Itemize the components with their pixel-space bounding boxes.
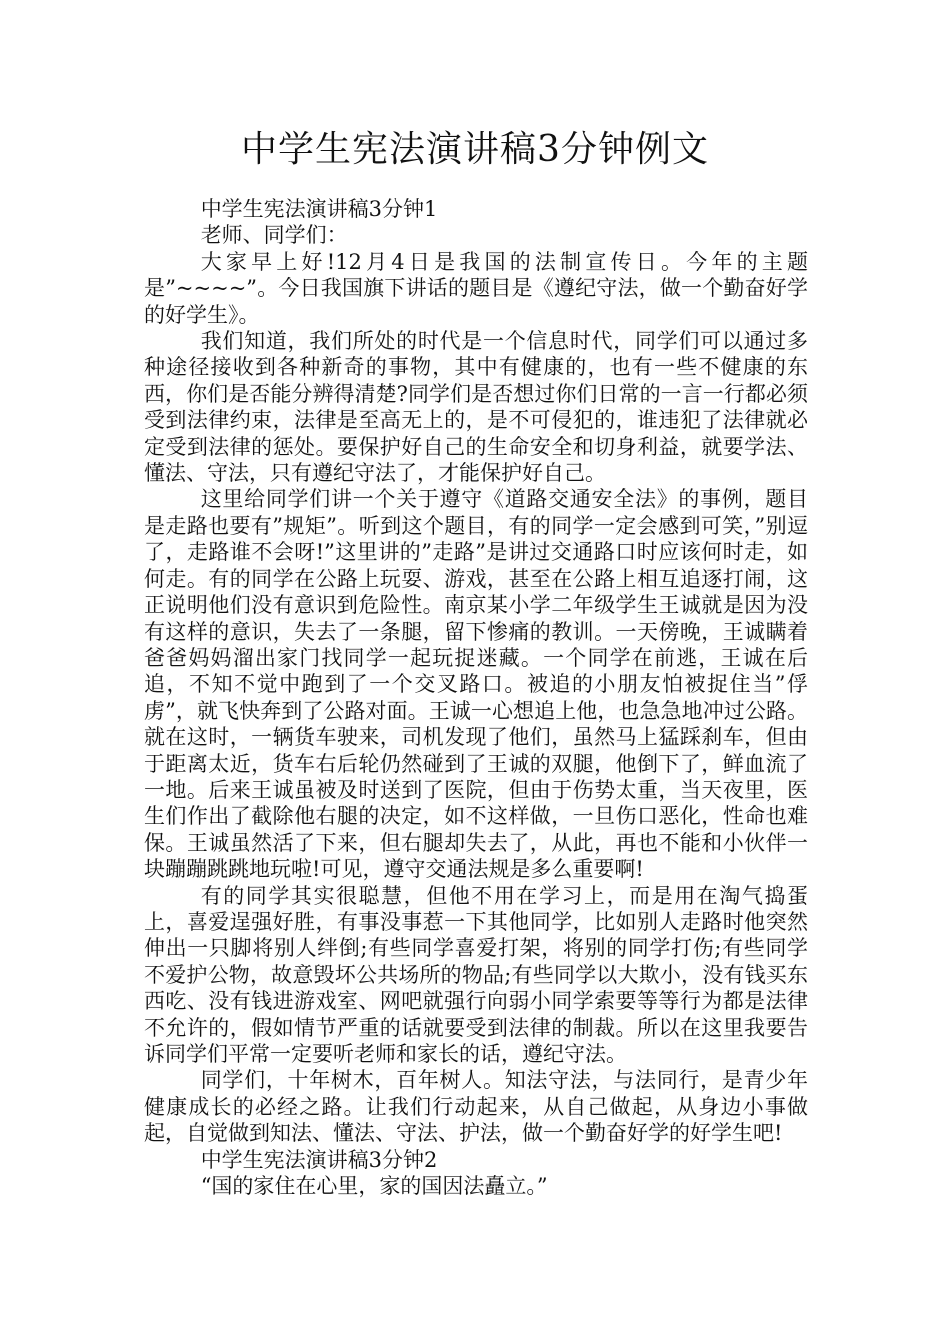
section-heading-2: 中学生宪法演讲稿3分钟2 <box>200 1147 438 1172</box>
paragraph: 同学们，十年树木，百年树人。知法守法，与法同行，是青少年健康成长的必经之路。让我们行动起来，从自己做起，从身边小事做起，自觉做到知法、懂法、守法、护法，做一个勤奋好学的好学生吧! <box>144 1068 808 1146</box>
section-heading-1: 中学生宪法演讲稿3分钟1 <box>200 197 438 221</box>
paragraph: 有的同学其实很聪慧，但他不用在学习上，而是用在淘气捣蛋上，喜爱逞强好胜，有事没事惹一下其他同学，比如别人走路时他突然伸出一只脚将别人绊倒;有些同学喜爱打架，将别的同学打伤;有些同学不爱护公物，故意毁坏公共场所的物品;有些同学以大欺小，没有钱买东西吃、没有钱进游戏室、网吧就强行向弱小同学索要等等行为都是法律不允许的，假如情节严重的话就要受到法律的制裁。所以在这里我要告诉同学们平常一定要听老师和家长的话，遵纪守法。 <box>144 883 808 1066</box>
quote-line: “国的家住在心里，家的国因法矗立。” <box>200 1174 548 1199</box>
document-title: 中学生宪法演讲稿3分钟例文 <box>241 129 709 170</box>
paragraph: 我们知道，我们所处的时代是一个信息时代，同学们可以通过多种途径接收到各种新奇的事物，其中有健康的，也有一些不健康的东西，你们是否能分辨得清楚?同学们是否想过你们日常的一言一行都必须受到法律约束，法律是至高无上的，是不可侵犯的，谁违犯了法律就必定受到法律的惩处。要保护好自己的生命安全和切身利益，就要学法、懂法、守法，只有遵纪守法了，才能保护好自己。 <box>144 329 808 486</box>
paragraph: 大家早上好!12月4日是我国的法制宣传日。今年的主题是”~~~~”。今日我国旗下讲话的题目是《遵纪守法，做一个勤奋好学的好学生》。 <box>144 249 808 327</box>
salutation: 老师、同学们： <box>200 223 348 248</box>
paragraph: 这里给同学们讲一个关于遵守《道路交通安全法》的事例，题目是走路也要有”规矩”。听到这个题目，有的同学一定会感到可笑，”别逗了，走路谁不会呀!”这里讲的”走路”是讲过交通路口时应该何时走，如何走。有的同学在公路上玩耍、游戏，甚至在公路上相互追逐打闹，这正说明他们没有意识到危险性。南京某小学二年级学生王诚就是因为没有这样的意识，失去了一条腿，留下惨痛的教训。一天傍晚，王诚瞒着爸爸妈妈溜出家门找同学一起玩捉迷藏。一个同学在前逃，王诚在后追，不知不觉中跑到了一个交叉路口。被追的小朋友怕被捉住当”俘虏”，就飞快奔到了公路对面。王诚一心想追上他，也急急地冲过公路。就在这时，一辆货车驶来，司机发现了他们，虽然马上猛踩刹车，但由于距离太近，货车右后轮仍然碰到了王诚的双腿，他倒下了，鲜血流了一地。后来王诚虽被及时送到了医院，但由于伤势太重，当天夜里，医生们作出了截除他右腿的决定，如不这样做，一旦伤口恶化，性命也难保。王诚虽然活了下来，但右腿却失去了，从此，再也不能和小伙伴一块蹦蹦跳跳地玩啦!可见，遵守交通法规是多么重要啊! <box>144 487 808 882</box>
document-body <box>144 196 808 1199</box>
